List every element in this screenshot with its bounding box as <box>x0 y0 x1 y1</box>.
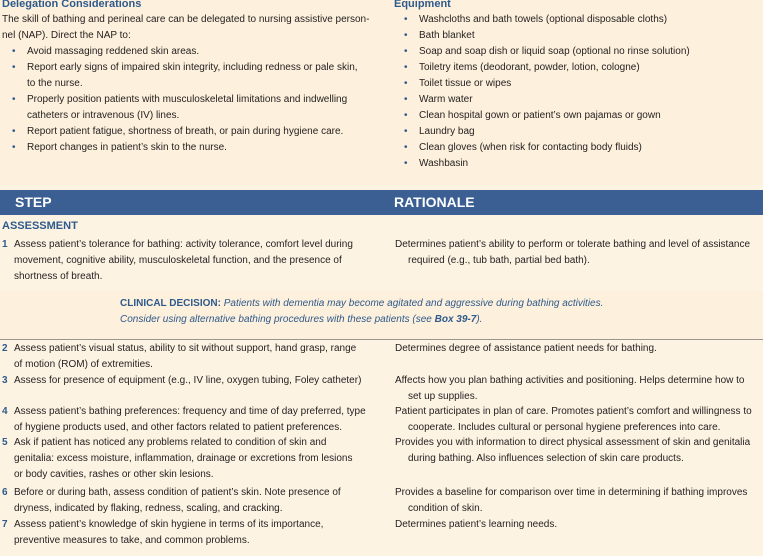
delegation-bullet: • Report patient fatigue, shortness of breath, or pain during hygiene care. <box>2 124 377 140</box>
step-rationale: Determines degree of assistance patient needs for bathing. <box>395 343 657 354</box>
table-header <box>0 190 763 215</box>
step-number: 1 <box>2 239 8 250</box>
equipment-item: • Clean gloves (when risk for contacting body fluids) <box>394 140 762 156</box>
step-number: 7 <box>2 519 8 530</box>
delegation-bullet: • Avoid massaging reddened skin areas. <box>2 44 377 60</box>
step-rationale: Affects how you plan bathing activities and positioning. Helps determine how to set up supplies. <box>395 375 745 402</box>
clinical-line: Consider using alternative bathing procedures with these patients (see Box 39-7). <box>120 314 483 325</box>
clinical-decision-box <box>0 291 763 339</box>
equipment-item: • Washbasin <box>394 156 762 172</box>
step-rationale: Provides a baseline for comparison over time in determining if bathing improves condition of skin. <box>395 487 748 514</box>
delegation-intro-line: nel (NAP). Direct the NAP to: <box>2 30 131 41</box>
equipment-item: • Soap and soap dish or liquid soap (optional no rinse solution) <box>394 44 762 60</box>
step-rationale: Determines patient’s ability to perform or tolerate bathing and level of assistance required (e.g., tub bath, partial bed bath). <box>395 239 751 266</box>
step-number: 6 <box>2 487 8 498</box>
clinical-label: CLINICAL DECISION: <box>120 298 221 309</box>
step-rationale: Determines patient’s learning needs. <box>395 519 558 530</box>
step-text: Assess patient’s tolerance for bathing: activity tolerance, comfort level during movement, cognitive ability, musculoskeletal function, and the presence of shortness of breath. <box>14 239 353 282</box>
delegation-title: Delegation Considerations <box>2 0 142 10</box>
equipment-item: • Laundry bag <box>394 124 762 140</box>
equipment-title: Equipment <box>394 0 451 10</box>
rationale-header: RATIONALE <box>394 194 475 210</box>
divider <box>0 339 763 340</box>
step-number: 2 <box>2 343 8 354</box>
equipment-item: • Warm water <box>394 92 762 108</box>
step-text: Assess for presence of equipment (e.g., IV line, oxygen tubing, Foley catheter) <box>14 375 362 386</box>
delegation-bullet: • Properly position patients with musculoskeletal limitations and indwelling catheters or intravenous (IV) lines. <box>2 92 377 124</box>
delegation-bullets <box>2 44 377 156</box>
equipment-list <box>394 12 762 172</box>
delegation-intro-line: The skill of bathing and perineal care can be delegated to nursing assistive person- <box>2 14 370 25</box>
step-rationale: Patient participates in plan of care. Promotes patient’s comfort and willingness to cooperate. Includes cultural or personal hygiene preferences into care. <box>395 406 752 433</box>
steps-table <box>0 215 763 556</box>
equipment-item: • Washcloths and bath towels (optional disposable cloths) <box>394 12 762 28</box>
step-header: STEP <box>15 194 52 210</box>
step-text: Before or during bath, assess condition of patient’s skin. Note presence of dryness, indicated by flaking, redness, scaling, and cracking. <box>14 487 341 514</box>
delegation-bullet: • Report early signs of impaired skin integrity, including redness or pale skin, to the nurse. <box>2 60 377 92</box>
step-number: 4 <box>2 406 8 417</box>
clinical-line: CLINICAL DECISION: Patients with dementia may become agitated and aggressive during bathing activities. <box>120 298 604 309</box>
equipment-item: • Bath blanket <box>394 28 762 44</box>
delegation-bullet: • Report changes in patient’s skin to the nurse. <box>2 140 377 156</box>
step-rationale: Provides you with information to direct physical assessment of skin and genitalia during bathing. Also influences selection of skin care products. <box>395 437 751 464</box>
box-reference: Box 39-7 <box>434 314 477 325</box>
step-text: Ask if patient has noticed any problems related to condition of skin and genitalia: excess moisture, inflammation, drainage or excretions from lesions or body cavities, rashes or other skin lesions. <box>14 437 353 480</box>
step-text: Assess patient’s visual status, ability to sit without support, hand grasp, range of motion (ROM) of extremities. <box>14 343 357 370</box>
step-number: 5 <box>2 437 8 448</box>
assessment-title: ASSESSMENT <box>2 220 78 232</box>
delegation-section <box>2 0 377 156</box>
step-text: Assess patient’s bathing preferences: frequency and time of day preferred, type of hygiene products used, and other factors related to patient preferences. <box>14 406 366 433</box>
equipment-item: • Toiletry items (deodorant, powder, lotion, cologne) <box>394 60 762 76</box>
delegation-intro <box>2 12 377 44</box>
equipment-item: • Clean hospital gown or patient’s own pajamas or gown <box>394 108 762 124</box>
considerations-panel <box>0 0 763 185</box>
equipment-item: • Toilet tissue or wipes <box>394 76 762 92</box>
step-text: Assess patient’s knowledge of skin hygiene in terms of its importance, preventive measures to take, and common problems. <box>14 519 324 546</box>
step-number: 3 <box>2 375 8 386</box>
equipment-section <box>394 0 762 172</box>
